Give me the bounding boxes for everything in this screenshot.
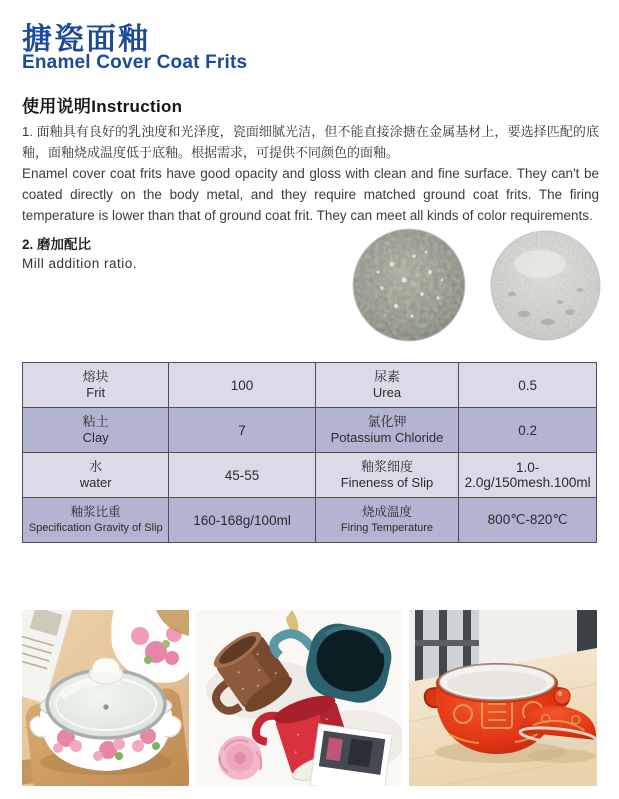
table-row bbox=[23, 498, 597, 543]
mill-addition-table bbox=[22, 362, 597, 543]
table-row bbox=[23, 453, 597, 498]
cell-water-label: 水 water bbox=[23, 453, 169, 498]
mill-ratio-heading-zh: 2. 磨加配比 bbox=[22, 237, 92, 252]
cell-urea-value: 0.5 bbox=[459, 363, 597, 408]
instruction-paragraph-en: Enamel cover coat frits have good opacity and gloss with clean and fine surface. They can't be coated directly on the body metal, and they require matched ground coat frits. The firing temperature is lower than that of ground coat frit. They can meet all kinds of color requirements. bbox=[22, 166, 599, 223]
table-row bbox=[23, 363, 597, 408]
cell-clay-value: 7 bbox=[169, 408, 315, 453]
photo-prints bbox=[310, 724, 392, 786]
cell-urea-label: 尿素 Urea bbox=[315, 363, 459, 408]
cell-fineness-label: 釉浆细度 Fineness of Slip bbox=[315, 453, 459, 498]
steam-vent bbox=[103, 704, 108, 709]
red-enamel-pot-photo bbox=[409, 610, 597, 786]
floral-enamel-pot-photo bbox=[22, 610, 189, 786]
cell-clay-label: 粘土 Clay bbox=[23, 408, 169, 453]
cell-water-value: 45-55 bbox=[169, 453, 315, 498]
table-row bbox=[23, 408, 597, 453]
cell-frit-value: 100 bbox=[169, 363, 315, 408]
milled-powder-photo bbox=[490, 230, 601, 341]
product-photos-row bbox=[22, 610, 597, 786]
frit-granules-photo bbox=[352, 228, 466, 342]
page-title-en: Enamel Cover Coat Frits bbox=[22, 52, 248, 73]
page-title-zh: 搪瓷面釉 bbox=[22, 23, 150, 56]
instruction-paragraph-zh: 1. 面釉具有良好的乳浊度和光泽度，瓷面细腻光洁，但不能直接涂搪在金属基材上，要选择匹配的底釉，面釉烧成温度低于底釉。根据需求，可提供不同颜色的面釉。 bbox=[22, 124, 599, 160]
cell-firing-temp-label: 烧成温度 Firing Temperature bbox=[315, 498, 459, 543]
instruction-heading: 使用说明Instruction bbox=[22, 97, 183, 116]
cell-potassium-chloride-value: 0.2 bbox=[459, 408, 597, 453]
pink-rose bbox=[218, 736, 262, 780]
cell-firing-temp-value: 800℃-820℃ bbox=[459, 498, 597, 543]
cell-gravity-value: 160-168g/100ml bbox=[169, 498, 315, 543]
cell-fineness-value: 1.0-2.0g/150mesh.100ml bbox=[459, 453, 597, 498]
mill-ratio-heading-en: Mill addition ratio. bbox=[22, 256, 138, 271]
cell-frit-label: 熔块 Frit bbox=[23, 363, 169, 408]
cell-gravity-label: 釉浆比重 Specification Gravity of Slip bbox=[23, 498, 169, 543]
cell-potassium-chloride-label: 氯化钾 Potassium Chloride bbox=[315, 408, 459, 453]
enamel-mugs-photo bbox=[196, 610, 402, 786]
